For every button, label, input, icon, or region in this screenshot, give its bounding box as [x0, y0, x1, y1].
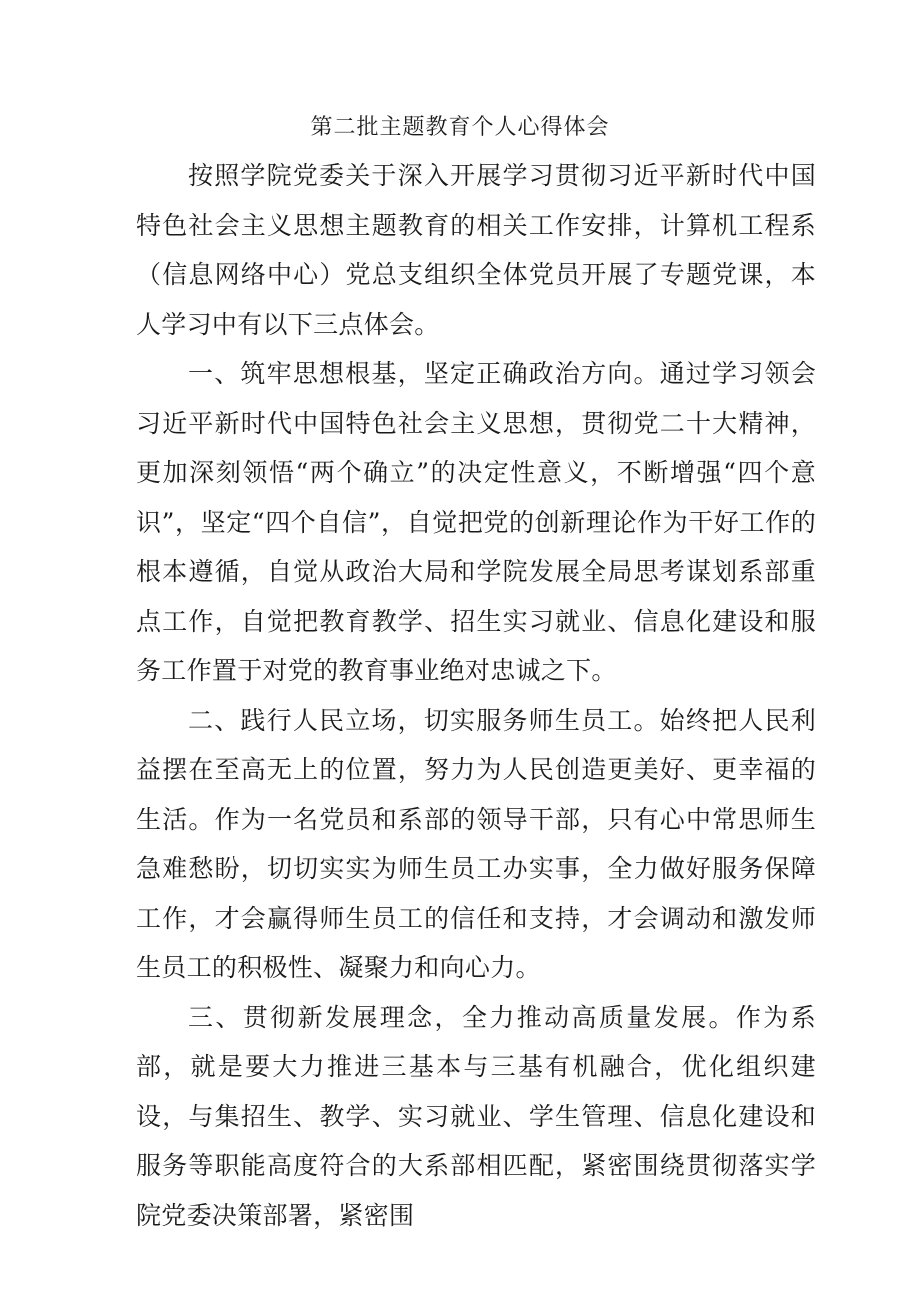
document-title: 第二批主题教育个人心得体会	[310, 115, 610, 140]
document-body	[136, 151, 816, 1240]
paragraph-point-two: 二、践行人民立场，切实服务师生员工。始终把人民利益摆在至高无上的位置，努力为人民创造更美好、更幸福的生活。作为一名党员和系部的领导干部，只有心中常思师生急难愁盼，切切实实为师生员工办实事，全力做好服务保障工作，才会赢得师生员工的信任和支持，才会调动和激发师生员工的积极性、凝聚力和向心力。	[136, 705, 816, 982]
paragraph-point-three: 三、贯彻新发展理念，全力推动高质量发展。作为系部，就是要大力推进三基本与三基有机融合，优化组织建设，与集招生、教学、实习就业、学生管理、信息化建设和服务等职能高度符合的大系部相匹配，紧密围绕贯彻落实学院党委决策部署，紧密围	[136, 1002, 816, 1230]
paragraph-intro: 按照学院党委关于深入开展学习贯彻习近平新时代中国特色社会主义思想主题教育的相关工作安排，计算机工程系（信息网络中心）党总支组织全体党员开展了专题党课，本人学习中有以下三点体会。	[136, 161, 816, 339]
paragraph-point-one: 一、筑牢思想根基，坚定正确政治方向。通过学习领会习近平新时代中国特色社会主义思想，贯彻党二十大精神，更加深刻领悟“两个确立”的决定性意义，不断增强“四个意识”，坚定“四个自信”，自觉把党的创新理论作为干好工作的根本遵循，自觉从政治大局和学院发展全局思考谋划系部重点工作，自觉把教育教学、招生实习就业、信息化建设和服务工作置于对党的教育事业绝对忠诚之下。	[136, 359, 816, 685]
